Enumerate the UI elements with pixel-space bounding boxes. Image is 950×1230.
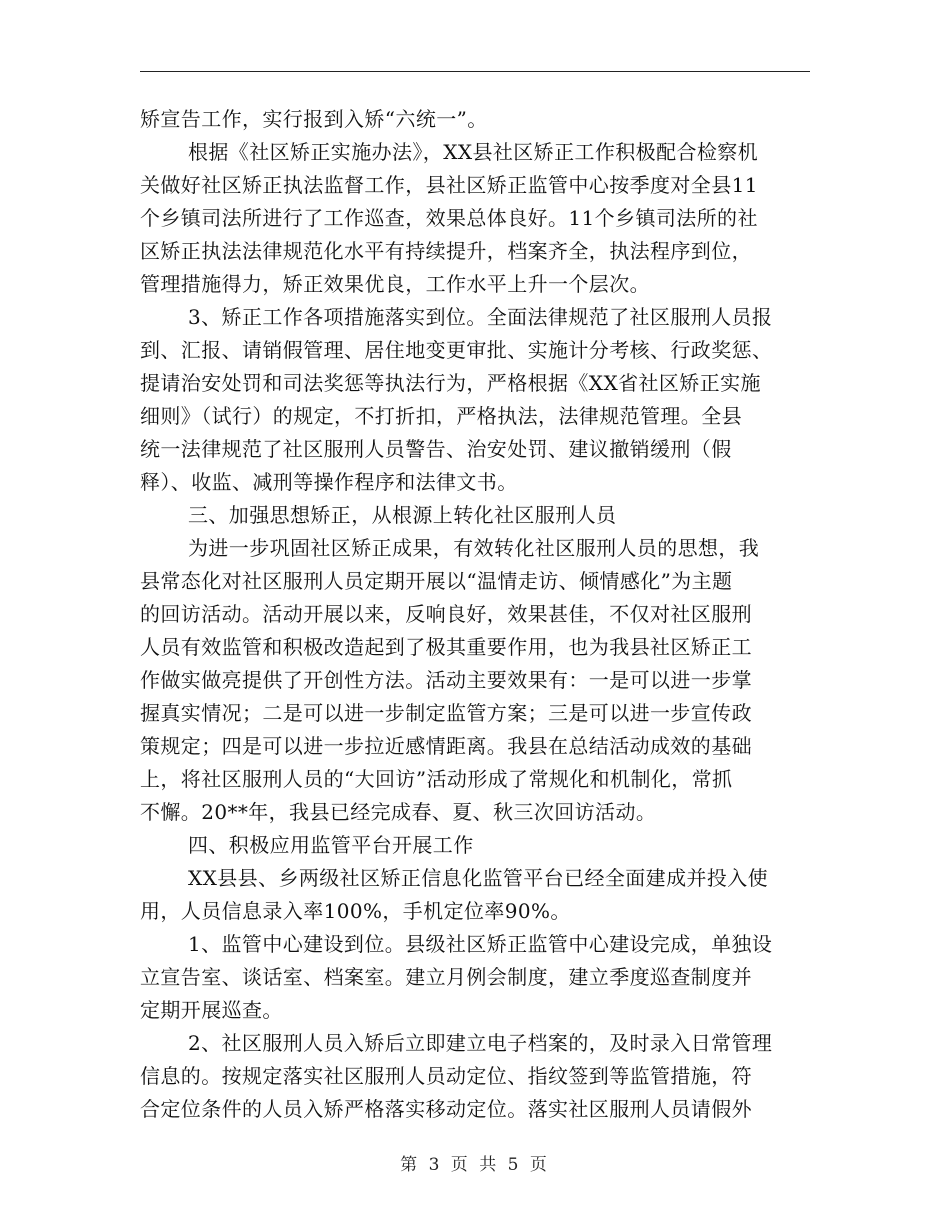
text-line: 三、加强思想矫正，从根源上转化社区服刑人员 (188, 503, 617, 527)
header-rule (140, 71, 810, 72)
text-line: 的回访活动。活动开展以来，反响良好，效果甚佳，不仅对社区服刑 (140, 602, 752, 626)
text-line: XX县县、乡两级社区矫正信息化监管平台已经全面建成并投入使 (188, 866, 769, 890)
text-line: 为进一步巩固社区矫正成果，有效转化社区服刑人员的思想，我 (188, 536, 760, 560)
text-line: 释）、收监、减刑等操作程序和法律文书。 (140, 470, 518, 494)
text-line: 上，将社区服刑人员的“大回访”活动形成了常规化和机制化，常抓 (140, 767, 733, 791)
text-line: 3、矫正工作各项措施落实到位。全面法律规范了社区服刑人员报 (188, 305, 773, 329)
text-line: 统一法律规范了社区服刑人员警告、治安处罚、建议撤销缓刑（假 (140, 437, 732, 461)
text-line: 用，人员信息录入率100%，手机定位率90%。 (140, 899, 571, 923)
text-line: 县常态化对社区服刑人员定期开展以“温情走访、倾情感化”为主题 (140, 569, 733, 593)
text-line: 提请治安处罚和司法奖惩等执法行为，严格根据《XX省社区矫正实施 (140, 371, 761, 395)
text-line: 策规定；四是可以进一步拉近感情距离。我县在总结活动成效的基础 (140, 734, 752, 758)
text-line: 人员有效监管和积极改造起到了极其重要作用，也为我县社区矫正工 (140, 635, 752, 659)
text-line: 立宣告室、谈话室、档案室。建立月例会制度，建立季度巡查制度并 (140, 965, 752, 989)
text-line: 四、积极应用监管平台开展工作 (188, 833, 474, 857)
text-line: 合定位条件的人员入矫严格落实移动定位。落实社区服刑人员请假外 (140, 1097, 752, 1121)
text-line: 不懈。20**年，我县已经完成春、夏、秋三次回访活动。 (140, 800, 657, 824)
text-line: 信息的。按规定落实社区服刑人员动定位、指纹签到等监管措施，符 (140, 1064, 752, 1088)
text-line: 握真实情况；二是可以进一步制定监管方案；三是可以进一步宣传政 (140, 701, 752, 725)
text-line: 个乡镇司法所进行了工作巡查，效果总体良好。11个乡镇司法所的社 (140, 206, 758, 230)
text-line: 1、监管中心建设到位。县级社区矫正监管中心建设完成，单独设 (188, 932, 773, 956)
text-line: 根据《社区矫正实施办法》，XX县社区矫正工作积极配合检察机 (188, 140, 759, 164)
text-line: 关做好社区矫正执法监督工作，县社区矫正监管中心按季度对全县11 (140, 173, 758, 197)
body-text (140, 103, 810, 1126)
text-line: 定期开展巡查。 (140, 998, 283, 1022)
text-line: 到、汇报、请销假管理、居住地变更审批、实施计分考核、行政奖惩、 (140, 338, 773, 362)
text-line: 细则》（试行）的规定，不打折扣，严格执法，法律规范管理。全县 (140, 404, 742, 428)
text-line: 区矫正执法法律规范化水平有持续提升，档案齐全，执法程序到位， (140, 239, 752, 263)
text-line: 作做实做亮提供了开创性方法。活动主要效果有：一是可以进一步掌 (140, 668, 752, 692)
text-line: 矫宣告工作，实行报到入矫“六统一”。 (140, 107, 488, 131)
text-line: 2、社区服刑人员入矫后立即建立电子档案的，及时录入日常管理 (188, 1031, 773, 1055)
page-footer: 第 3 页 共 5 页 (400, 1155, 550, 1175)
text-line: 管理措施得力，矫正效果优良，工作水平上升一个层次。 (140, 272, 650, 296)
